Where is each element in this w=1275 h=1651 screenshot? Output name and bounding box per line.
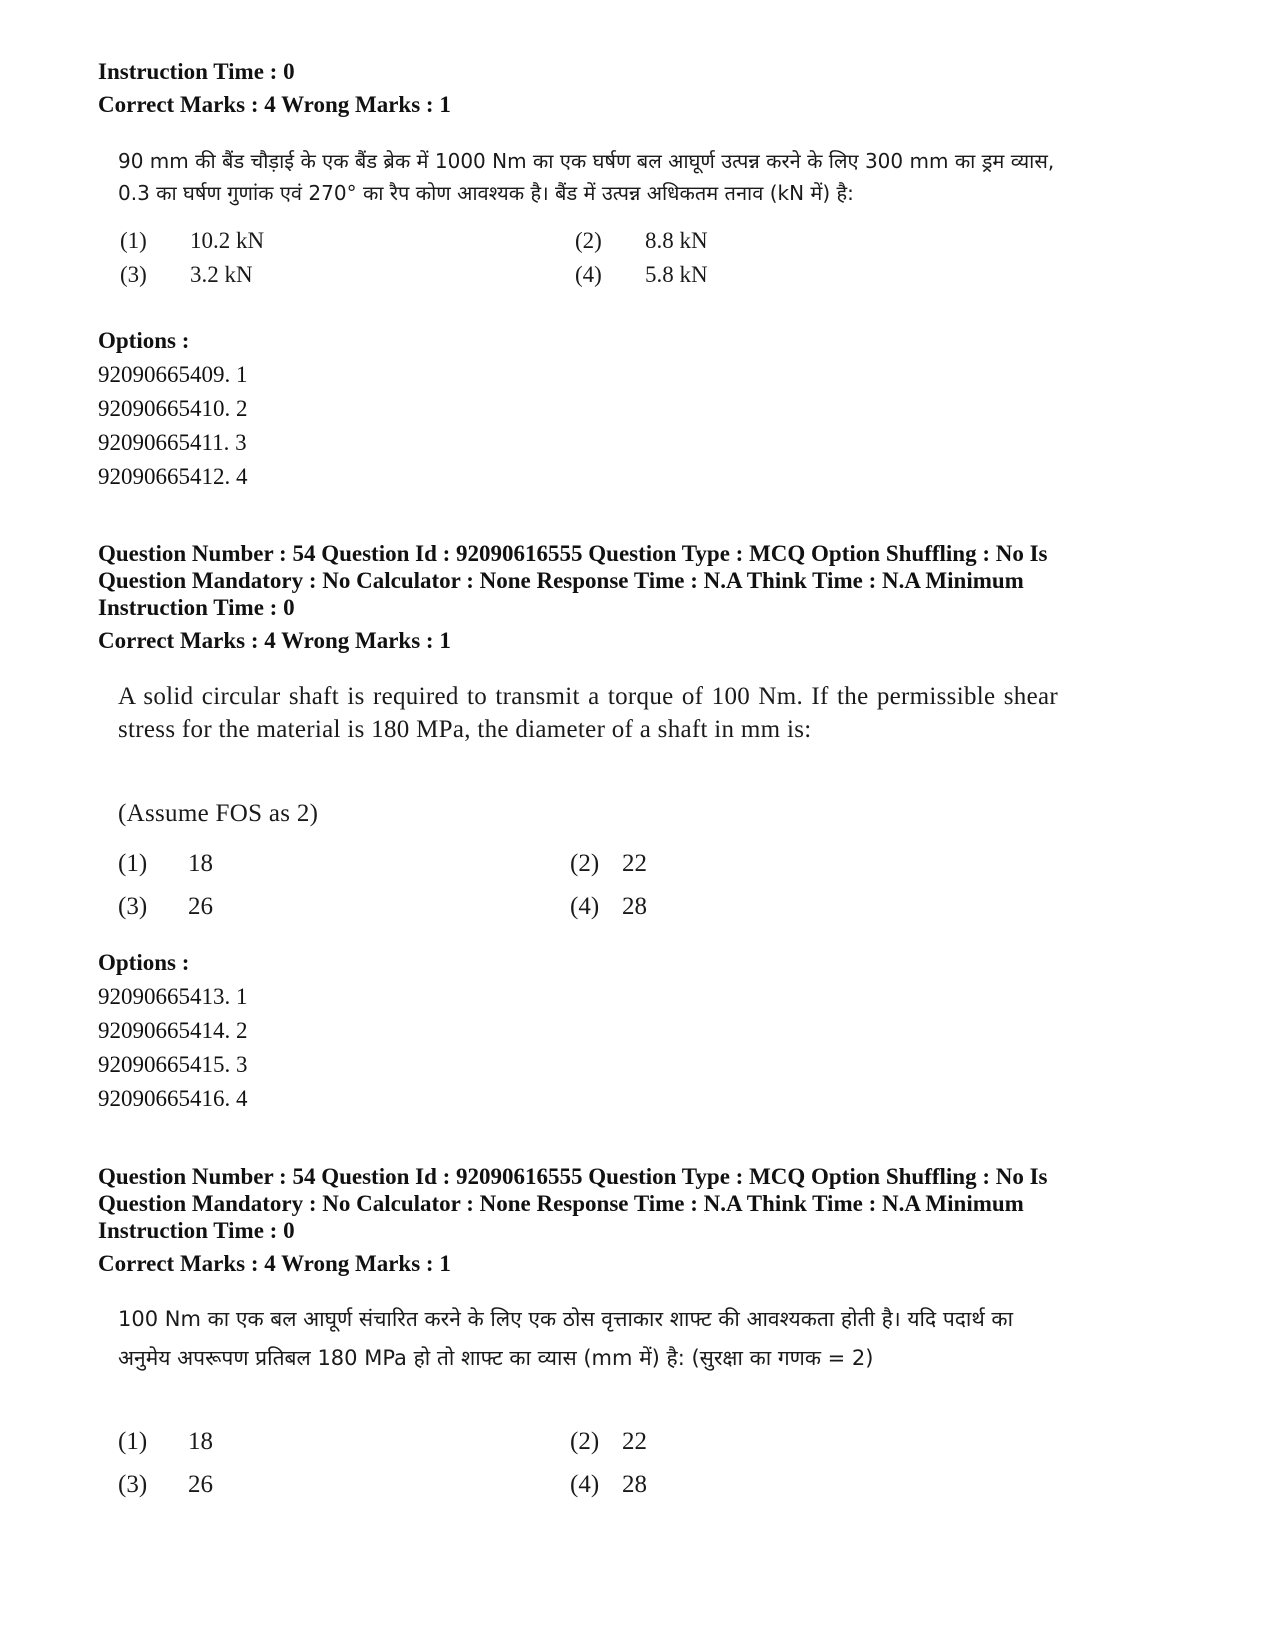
choice-number: (3) [118, 1471, 148, 1498]
choice-text: 28 [622, 893, 647, 920]
choice-1 [118, 850, 213, 878]
option-item: 92090665414. 2 [98, 1018, 248, 1043]
meta-line: Question Mandatory : No Calculator : None Response Time : N.A Think Time : N.A Minimum [98, 568, 1024, 593]
options-list [98, 946, 248, 1116]
choice-number: (4) [570, 893, 600, 920]
marks-line: Correct Marks : 4 Wrong Marks : 1 [98, 92, 451, 117]
choice-4 [570, 1471, 647, 1499]
choice-number: (1) [120, 228, 147, 253]
choice-number: (1) [118, 850, 148, 877]
choice-text: 3.2 kN [190, 262, 253, 287]
choice-3 [120, 262, 253, 288]
marks-line: Correct Marks : 4 Wrong Marks : 1 [98, 1251, 451, 1276]
options-list [98, 324, 248, 494]
option-item: 92090665409. 1 [98, 362, 248, 387]
choice-number: (1) [118, 1428, 148, 1455]
meta-line: Instruction Time : 0 [98, 59, 295, 84]
choice-number: (2) [575, 228, 602, 253]
choice-4 [575, 262, 708, 288]
choice-text: 26 [188, 1471, 213, 1498]
meta-line: Question Number : 54 Question Id : 92090616555 Question Type : MCQ Option Shuffling : No Is [98, 1164, 1048, 1189]
choice-text: 28 [622, 1471, 647, 1498]
choice-text: 18 [188, 1428, 213, 1455]
choice-2 [570, 1428, 647, 1456]
choice-3 [118, 893, 213, 921]
question-header [98, 540, 1188, 654]
choice-text: 10.2 kN [190, 228, 265, 253]
meta-line: Instruction Time : 0 [98, 1218, 295, 1243]
marks-line: Correct Marks : 4 Wrong Marks : 1 [98, 628, 451, 653]
question-header [98, 1163, 1188, 1277]
option-item: 92090665416. 4 [98, 1086, 248, 1111]
choice-1 [120, 228, 264, 254]
question-text: 90 mm की बैंड चौड़ाई के एक बैंड ब्रेक में 1000 Nm का एक घर्षण बल आघूर्ण उत्पन्न करने के लिए 300 mm का ड्रम व्यास, 0.3 का घर्षण गुणांक एवं 270° का रैप कोण आवश्यक है। बैंड में उत्पन्न अधिकतम तनाव (kN में) है: [118, 149, 1055, 205]
options-label: Options : [98, 328, 190, 353]
option-item: 92090665411. 3 [98, 430, 247, 455]
choice-text: 26 [188, 893, 213, 920]
choice-number: (3) [120, 262, 147, 287]
option-item: 92090665413. 1 [98, 984, 248, 1009]
choice-text: 22 [622, 1428, 647, 1455]
option-item: 92090665412. 4 [98, 464, 248, 489]
choice-number: (3) [118, 893, 148, 920]
option-item: 92090665410. 2 [98, 396, 248, 421]
question-note: (Assume FOS as 2) [118, 800, 319, 827]
meta-line: Question Mandatory : No Calculator : None Response Time : N.A Think Time : N.A Minimum [98, 1191, 1024, 1216]
choice-3 [118, 1471, 213, 1499]
question-text: A solid circular shaft is required to transmit a torque of 100 Nm. If the permissible shear stress for the material is 180 MPa, the diameter of a shaft in mm is: [118, 683, 1058, 743]
question-meta [98, 58, 1188, 118]
choice-number: (2) [570, 1428, 600, 1455]
choice-1 [118, 1428, 213, 1456]
choice-2 [570, 850, 647, 878]
choice-2 [575, 228, 708, 254]
choice-text: 5.8 kN [645, 262, 708, 287]
choice-text: 18 [188, 850, 213, 877]
choice-number: (4) [570, 1471, 600, 1498]
meta-line: Question Number : 54 Question Id : 92090616555 Question Type : MCQ Option Shuffling : No Is [98, 541, 1048, 566]
question-text: 100 Nm का एक बल आघूर्ण संचारित करने के लिए एक ठोस वृत्ताकार शाफ्ट की आवश्यकता होती है। यदि पदार्थ का अनुमेय अपरूपण प्रतिबल 180 MPa हो तो शाफ्ट का व्यास (mm में) है: (सुरक्षा का गणक = 2) [118, 1307, 1014, 1370]
option-item: 92090665415. 3 [98, 1052, 248, 1077]
options-label: Options : [98, 950, 190, 975]
choice-number: (2) [570, 850, 600, 877]
choice-number: (4) [575, 262, 602, 287]
choice-4 [570, 893, 647, 921]
choice-text: 22 [622, 850, 647, 877]
choice-text: 8.8 kN [645, 228, 708, 253]
meta-line: Instruction Time : 0 [98, 595, 295, 620]
